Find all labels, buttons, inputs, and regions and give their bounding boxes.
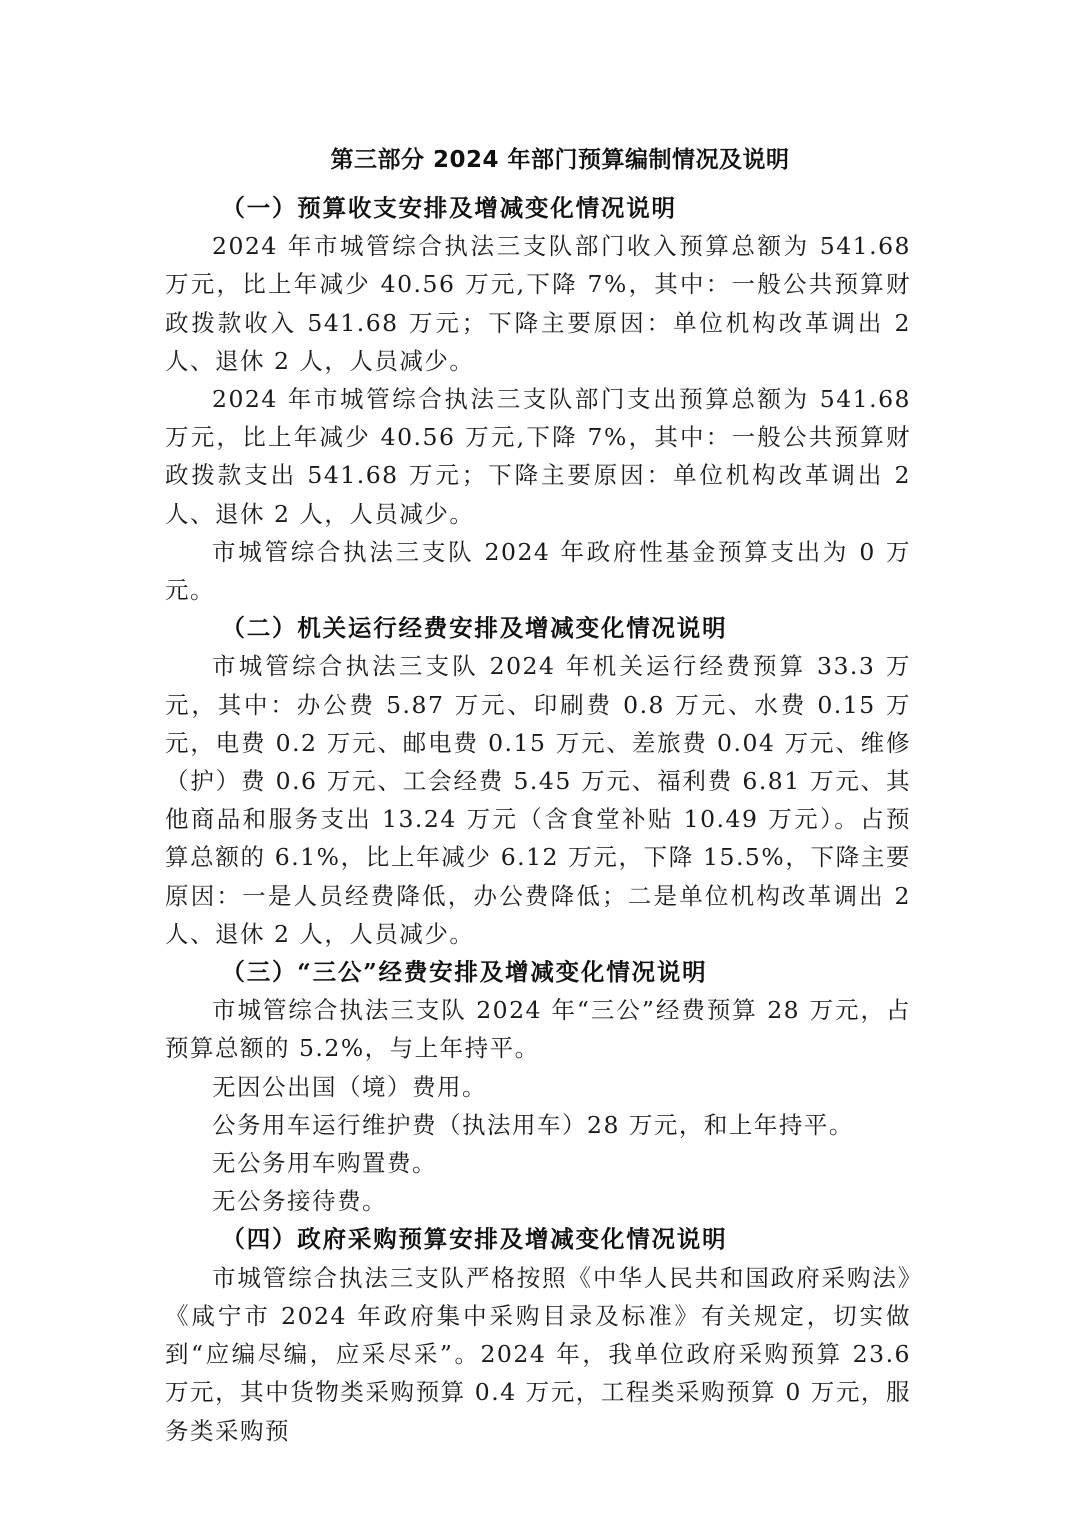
- section-heading-three-public-expenses: （三）“三公”经费安排及增减变化情况说明: [221, 958, 708, 987]
- paragraph-vehicle-operation: 公务用车运行维护费（执法用车）28 万元，和上年持平。: [212, 1110, 854, 1139]
- paragraph-operating-expenses: 市城管综合执法三支队 2024 年机关运行经费预算 33.3 万元，其中：办公费 5.87 万元、印刷费 0.8 万元、水费 0.15 万元，电费 0.2 万元、邮电费 0.15 万元、差旅费 0.04 万元、维修（护）费 0.6 万元、工会经费 5.45 万元、福利费 6.81 万元、其他商品和服务支出 13.24 万元（含食堂补贴 10.49 万元）。占预算总额的 6.1%，比上年减少 6.12 万元，下降 15.5%，下降主要原因：一是人员经费降低，办公费降低；二是单位机构改革调出 2 人、退休 2 人，人员减少。: [165, 652, 911, 948]
- section-heading-procurement: （四）政府采购预算安排及增减变化情况说明: [221, 1225, 728, 1254]
- section-heading-operating-expenses: （二）机关运行经费安排及增减变化情况说明: [221, 614, 728, 643]
- paragraph-reception: 无公务接待费。: [212, 1187, 387, 1216]
- paragraph-overseas-travel: 无因公出国（境）费用。: [212, 1072, 487, 1101]
- document-title: 第三部分 2024 年部门预算编制情况及说明: [330, 147, 790, 173]
- paragraph-procurement: 市城管综合执法三支队严格按照《中华人民共和国政府采购法》《咸宁市 2024 年政府集中采购目录及标准》有关规定，切实做到“应编尽编，应采尽采”。2024 年，我单位政府采购预算 23.6 万元，其中货物类采购预算 0.4 万元，工程类采购预算 0 万元，服务类采购预: [165, 1263, 911, 1445]
- paragraph-government-fund: 市城管综合执法三支队 2024 年政府性基金预算支出为 0 万元。: [165, 537, 911, 605]
- paragraph-three-public-expenses: 市城管综合执法三支队 2024 年“三公”经费预算 28 万元，占预算总额的 5.2%，与上年持平。: [165, 996, 911, 1063]
- document-body: [165, 189, 911, 1450]
- paragraph-expense-budget: 2024 年市城管综合执法三支队部门支出预算总额为 541.68 万元，比上年减少 40.56 万元,下降 7%，其中：一般公共预算财政拨款支出 541.68 万元；下降主要原因：单位机构改革调出 2 人、退休 2 人，人员减少。: [165, 385, 911, 528]
- paragraph-vehicle-purchase: 无公务用车购置费。: [212, 1149, 437, 1178]
- paragraph-income-budget: 2024 年市城管综合执法三支队部门收入预算总额为 541.68 万元，比上年减少 40.56 万元,下降 7%，其中：一般公共预算财政拨款收入 541.68 万元；下降主要原因：单位机构改革调出 2 人、退休 2 人，人员减少。: [165, 232, 911, 375]
- section-heading-budget-income-expense: （一）预算收支安排及增减变化情况说明: [221, 194, 677, 222]
